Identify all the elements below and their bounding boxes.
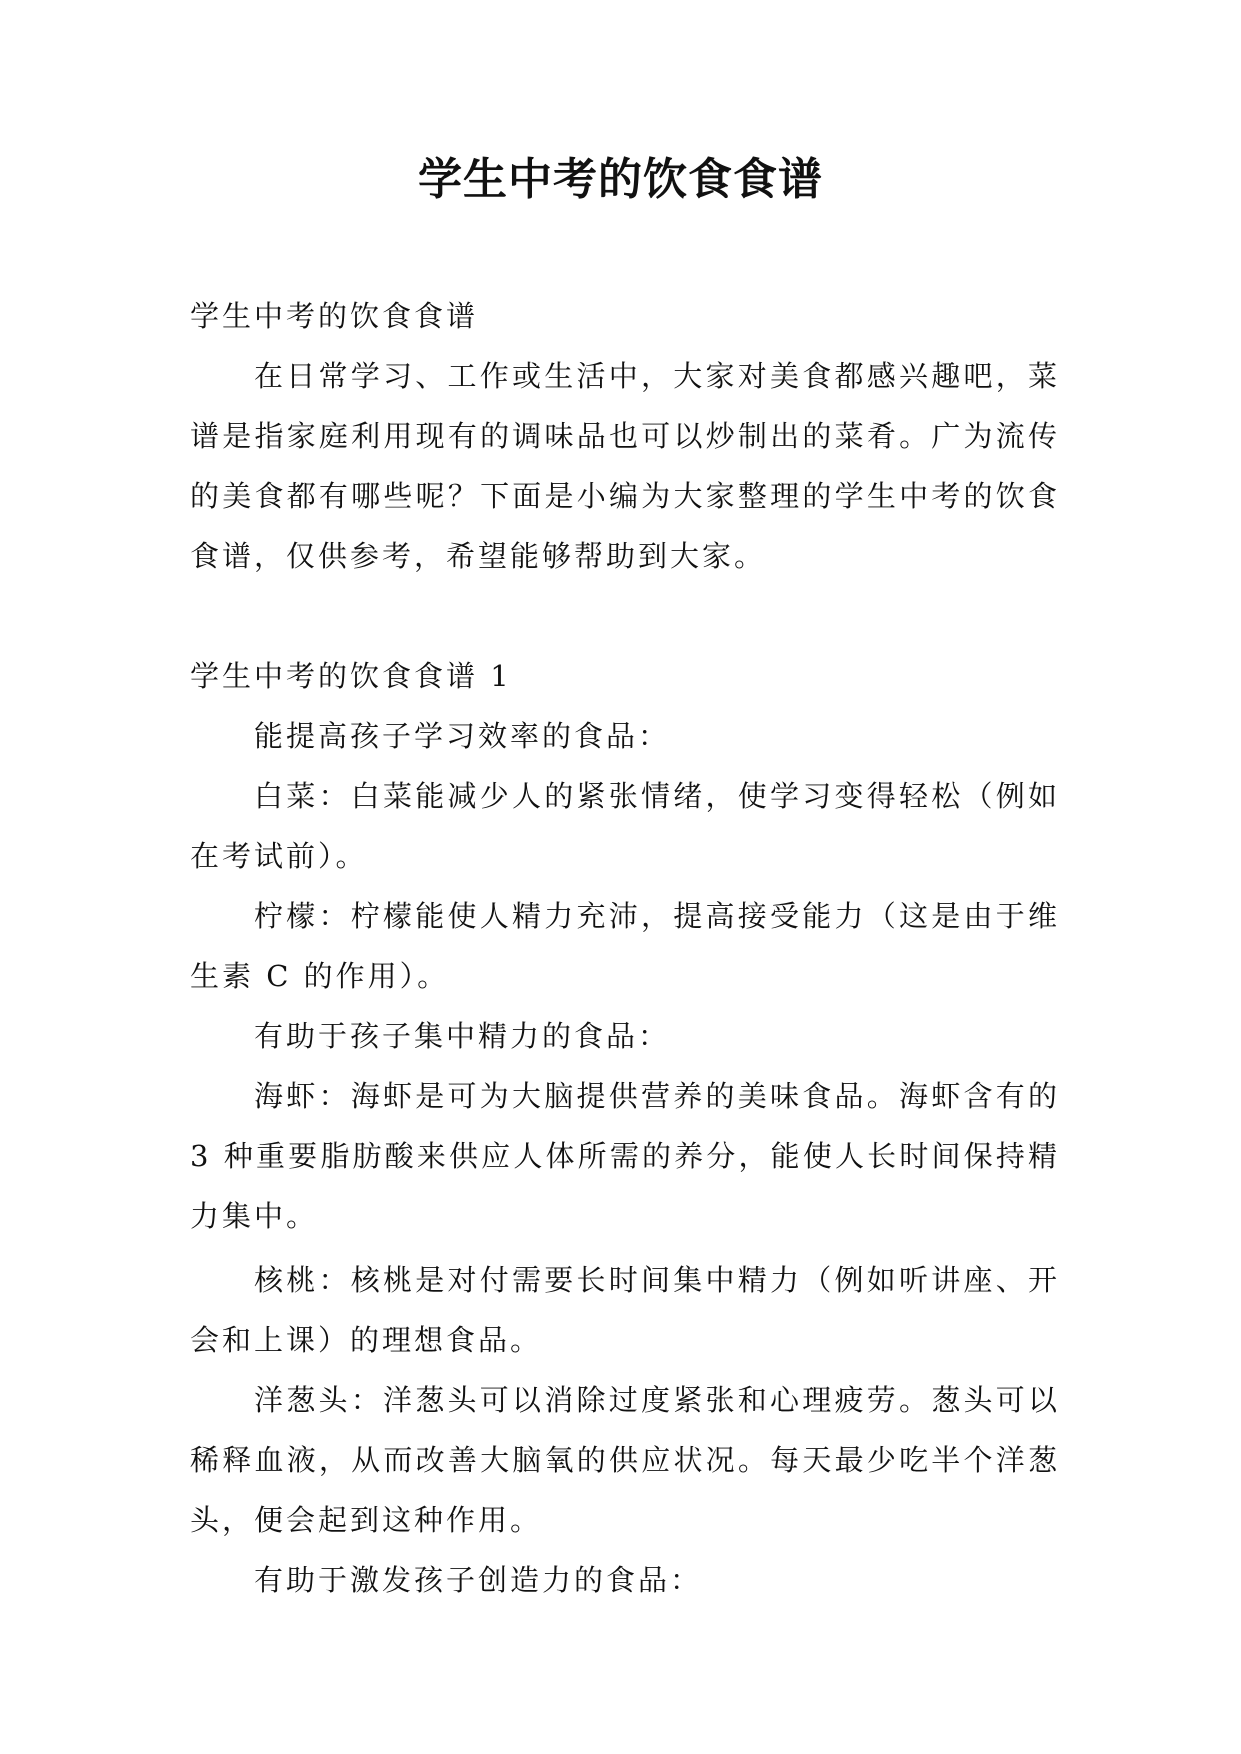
section-heading-1: 学生中考的饮食食谱 1 (190, 659, 512, 693)
paragraph-onion: 洋葱头：洋葱头可以消除过度紧张和心理疲劳。葱头可以稀释血液，从而改善大脑氧的供应状况。每天最少吃半个洋葱头，便会起到这种作用。 (190, 1383, 1060, 1537)
subheading-learning-efficiency: 能提高孩子学习效率的食品： (254, 719, 671, 753)
subheading-creativity: 有助于激发孩子创造力的食品： (254, 1563, 703, 1597)
paragraph-walnut: 核桃：核桃是对付需要长时间集中精力（例如听讲座、开会和上课）的理想食品。 (190, 1263, 1060, 1357)
paragraph-lemon: 柠檬：柠檬能使人精力充沛，提高接受能力（这是由于维生素 C 的作用）。 (190, 899, 1060, 993)
paragraph-shrimp: 海虾：海虾是可为大脑提供营养的美味食品。海虾含有的 3 种重要脂肪酸来供应人体所需的养分，能使人长时间保持精力集中。 (190, 1079, 1060, 1233)
intro-paragraph: 在日常学习、工作或生活中，大家对美食都感兴趣吧，菜谱是指家庭利用现有的调味品也可以炒制出的菜肴。广为流传的美食都有哪些呢？下面是小编为大家整理的学生中考的饮食食谱，仅供参考，希望能够帮助到大家。 (190, 359, 1060, 573)
section-heading-intro: 学生中考的饮食食谱 (190, 299, 479, 333)
document-body (190, 286, 1060, 1610)
paragraph-cabbage: 白菜：白菜能减少人的紧张情绪，使学习变得轻松（例如在考试前）。 (190, 779, 1060, 873)
document-title: 学生中考的饮食食谱 (418, 154, 823, 205)
subheading-concentration: 有助于孩子集中精力的食品： (254, 1019, 671, 1053)
